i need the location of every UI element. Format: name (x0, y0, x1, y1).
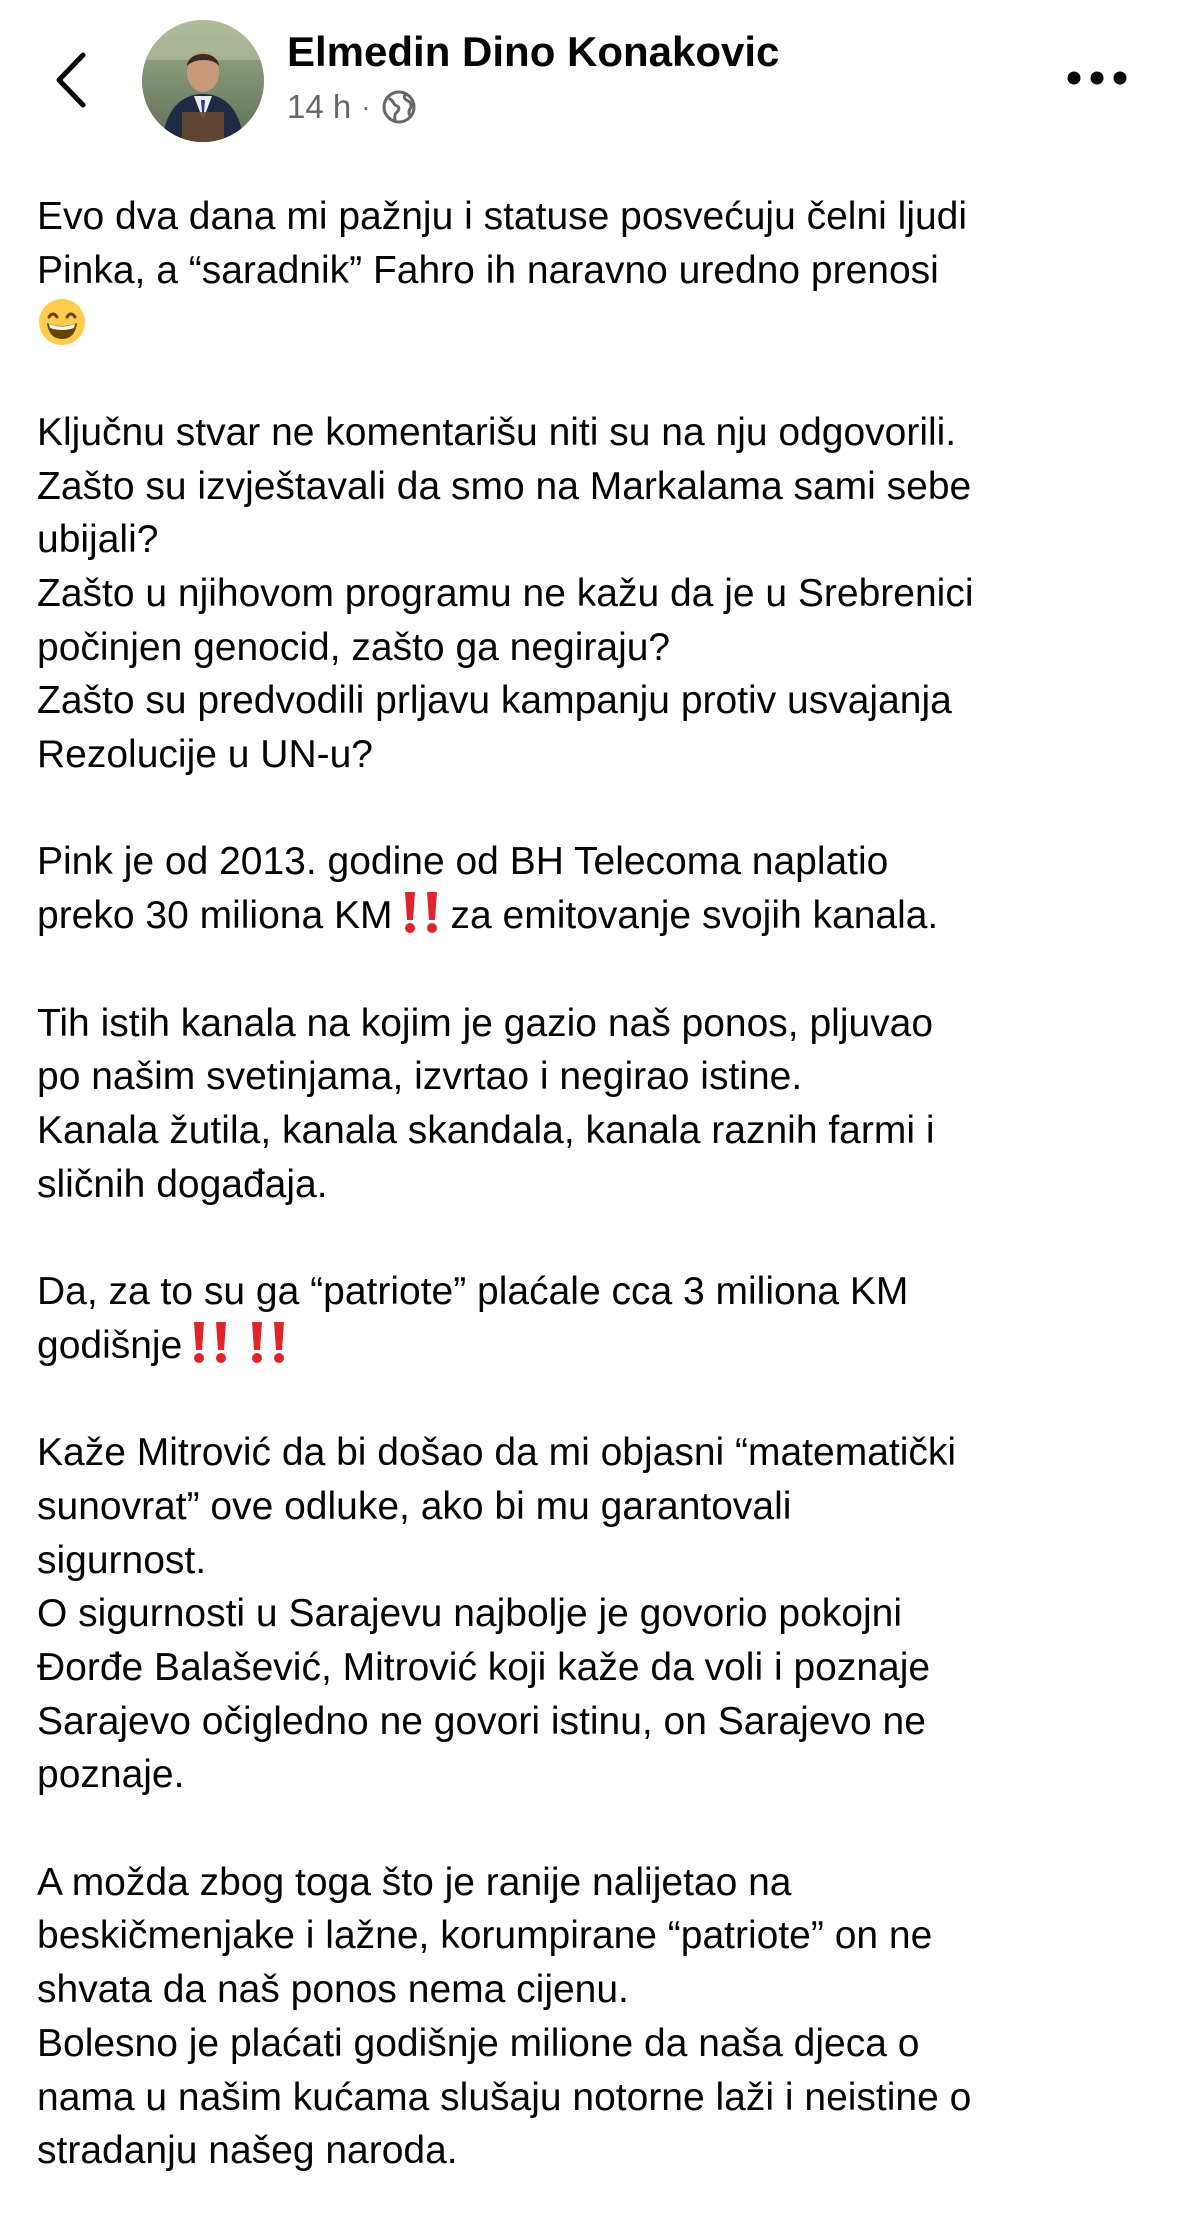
grinning-face-emoji-icon (37, 297, 87, 347)
text-fragment: godišnje (37, 1323, 183, 1367)
text-line (37, 297, 1147, 352)
text-line: stradanju našeg naroda. (37, 2129, 458, 2173)
text-line: Zašto su predvodili prljavu kampanju protiv usvajanja (37, 679, 952, 723)
avatar[interactable] (142, 20, 264, 142)
text-line: shvata da naš ponos nema cijenu. (37, 1968, 629, 2012)
text-line: sigurnost. (37, 1538, 207, 1582)
text-line: Zašto u njihovom programu ne kažu da je u Srebrenici (37, 571, 974, 615)
text-line: nama u našim kućama slušaju notorne laži i neistine o (37, 2075, 972, 2119)
post-header (0, 0, 1179, 160)
author-name[interactable]: Elmedin Dino Konakovic (287, 28, 780, 75)
text-line: Kaže Mitrović da bi došao da mi objasni “matematički (37, 1431, 957, 1475)
paragraph-5 (37, 1265, 1147, 1372)
more-options-button[interactable] (1062, 58, 1132, 98)
text-line: počinjen genocid, zašto ga negiraju? (37, 625, 671, 669)
paragraph-7 (37, 1856, 1147, 2178)
text-line: ubijali? (37, 518, 159, 562)
avatar-photo (142, 20, 264, 142)
text-fragment: preko 30 miliona KM (37, 894, 393, 938)
more-dots-icon (1067, 71, 1127, 85)
paragraph-1 (37, 190, 1147, 352)
text-line: sunovrat” ove odluke, ako bi mu garantovali (37, 1484, 792, 1528)
text-line: Bolesno je plaćati godišnje milione da naša djeca o (37, 2021, 920, 2065)
text-line: Kanala žutila, kanala skandala, kanala raznih farmi i (37, 1108, 935, 1152)
text-line: Ključnu stvar ne komentarišu niti su na nju odgovorili. (37, 410, 957, 454)
post-body (37, 190, 1147, 2232)
text-line: A možda zbog toga što je ranije nalijetao na (37, 1860, 792, 1904)
text-line: Pink je od 2013. godine od BH Telecoma naplatio (37, 840, 889, 884)
post-meta (287, 88, 417, 126)
globe-icon[interactable] (381, 89, 417, 125)
post-timestamp[interactable]: 14 h (287, 88, 352, 125)
text-fragment: za emitovanje svojih kanala. (450, 894, 939, 938)
text-line: Sarajevo očigledno ne govori istinu, on Sarajevo ne (37, 1699, 926, 1743)
back-button[interactable] (40, 40, 100, 120)
chevron-left-icon (53, 51, 87, 109)
double-exclamation-icon (188, 1320, 234, 1364)
text-line: sličnih događaja. (37, 1162, 328, 1206)
text-line: Evo dva dana mi pažnju i statuse posvećuju čelni ljudi (37, 195, 968, 238)
paragraph-2 (37, 406, 1147, 782)
text-line: Đorđe Balašević, Mitrović koji kaže da voli i poznaje (37, 1645, 931, 1689)
text-line (37, 1319, 1147, 1373)
text-line: beskičmenjake i lažne, korumpirane “patriote” on ne (37, 1914, 933, 1958)
double-exclamation-icon (399, 890, 445, 934)
text-line: po našim svetinjama, izvrtao i negirao istine. (37, 1055, 803, 1099)
paragraph-4 (37, 997, 1147, 1212)
text-line (37, 889, 1147, 943)
text-line: poznaje. (37, 1753, 185, 1797)
double-exclamation-icon (246, 1320, 292, 1364)
text-line: Tih istih kanala na kojim je gazio naš ponos, pljuvao (37, 1001, 934, 1045)
text-line: Rezolucije u UN-u? (37, 733, 373, 777)
text-line: Da, za to su ga “patriote” plaćale cca 3 miliona KM (37, 1270, 909, 1313)
text-line: Zašto su izvještavali da smo na Markalama sami sebe (37, 464, 972, 508)
meta-separator: · (361, 91, 371, 122)
text-line: Pinka, a “saradnik” Fahro ih naravno uredno prenosi (37, 248, 939, 292)
text-line: O sigurnosti u Sarajevu najbolje je govorio pokojni (37, 1592, 903, 1636)
paragraph-3 (37, 835, 1147, 942)
paragraph-6 (37, 1426, 1147, 1802)
